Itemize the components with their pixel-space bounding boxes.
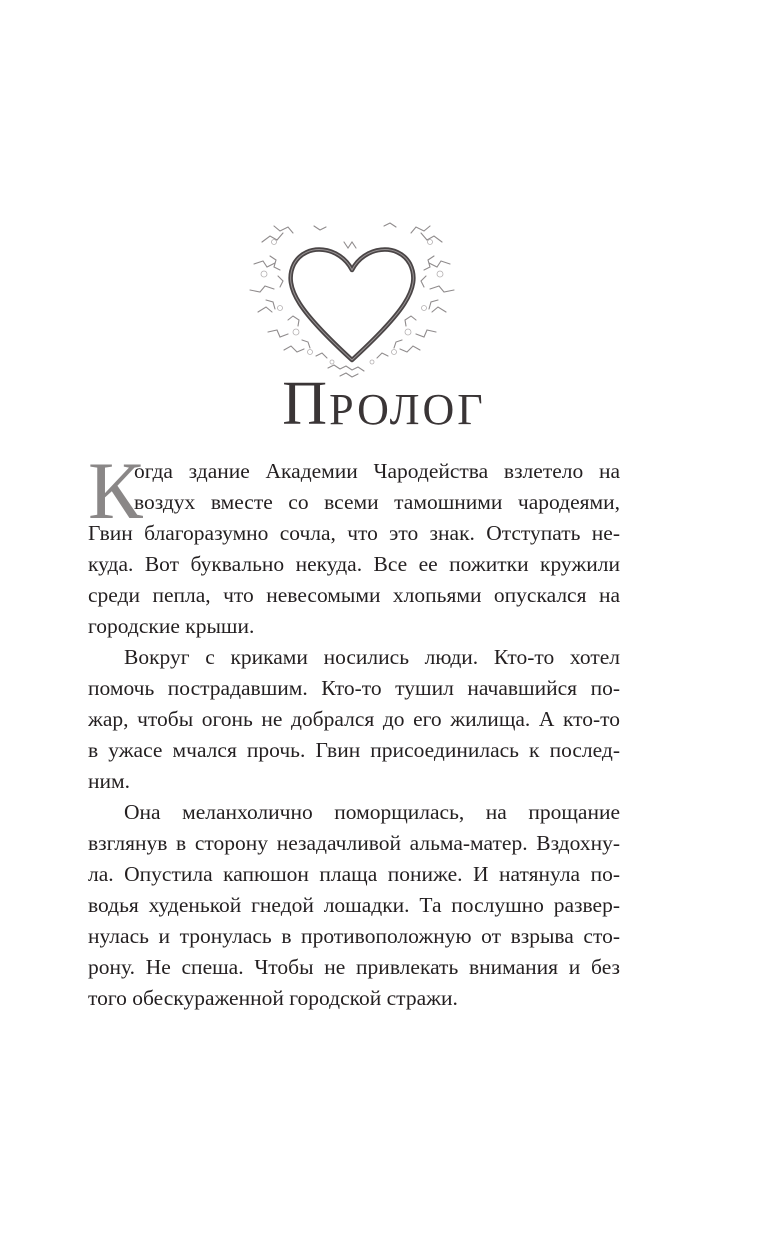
text-line: в ужасе мчался прочь. Гвин присоединилась к послед- — [88, 738, 620, 762]
chapter-title-initial: П — [282, 370, 330, 438]
text-line: Она меланхолично поморщилась, на прощание — [124, 800, 620, 824]
text-line: рону. Не спеша. Чтобы не привлекать внимания и без — [88, 955, 620, 979]
chapter-title — [0, 372, 768, 442]
text-line: жар, чтобы огонь не добрался до его жилища. А кто-то — [88, 707, 620, 731]
text-line: воздух вместе со всеми тамошними чародеями, — [134, 490, 620, 514]
text-line: Вокруг с криками носились люди. Кто-то хотел — [124, 645, 620, 669]
text-line: ним. — [88, 769, 130, 793]
chapter-body — [88, 445, 620, 1014]
text-line: взглянув в сторону незадачливой альма-матер. Вздохну- — [88, 831, 620, 855]
heart-ornament-icon — [244, 212, 460, 382]
chapter-title-rest: РОЛОГ — [329, 385, 486, 434]
drop-cap: К — [88, 445, 143, 536]
text-line: помочь пострадавшим. Кто-то тушил начавшийся по- — [88, 676, 620, 700]
text-line: водья худенькой гнедой лошадки. Та послушно развер- — [88, 893, 620, 917]
text-line: среди пепла, что невесомыми хлопьями опускался на — [88, 583, 620, 607]
text-line: ла. Опустила капюшон плаща пониже. И натянула по- — [88, 862, 620, 886]
text-line: городские крыши. — [88, 614, 255, 638]
text-line: Гвин благоразумно сочла, что это знак. Отступать не- — [88, 521, 620, 545]
text-line: куда. Вот буквально некуда. Все ее пожитки кружили — [88, 552, 620, 576]
text-line: нулась и тронулась в противоположную от взрыва сто- — [88, 924, 620, 948]
text-line: того обескураженной городской стражи. — [88, 986, 458, 1010]
text-line: огда здание Академии Чародейства взлетело на — [134, 459, 620, 483]
